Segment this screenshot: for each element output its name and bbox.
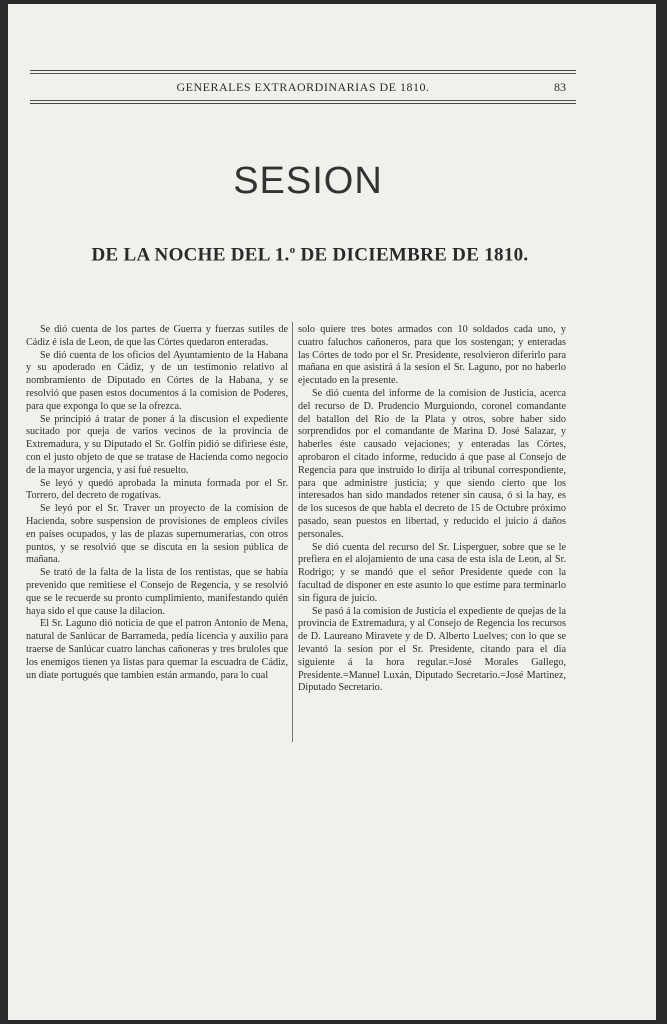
paragraph: Se pasó á la comision de Justicia el expediente de quejas de la provincia de Extremadura, y al Consejo de Regencia los recursos de D. Laureano Miravete y de D. Alberto Luelves; con lo que se levantó la sesion por el Sr. Presidente, citando para el dia siguiente á la hora regular.=José Morales Gallego, Presidente.=Manuel Luxán, Diputado Secretario.=José Martinez, Diputado Secretario.: [298, 605, 566, 694]
paragraph: El Sr. Laguno dió noticia de que el patron Antonio de Mena, natural de Sanlúcar de Barrameda, pedía licencia y auxilio para traerse de Sanlúcar cuatro lanchas cañoneras y tres bruloles que los enemigos tienen ya listas para quemar la escuadra de Cádiz, un diate portugués que tambien están armando, para lo cual: [26, 618, 288, 681]
paragraph: Se dió cuenta del informe de la comision de Justicia, acerca del recurso de D. Prudencio Murguiondo, coronel comandante del batallon del Rio de la Plata y otros, sobre haber sido sorprendidos por el comandante de Marina D. José Salazar, y haberles éste causado vejaciones; y enteradas las Córtes, aprobaron el citado informe, reducido á que pase al Consejo de Regencia para que instruido lo dirija al tribunal correspondiente, para que administre justicia; y que siendo cierto que los interesados han sido mandados retener sin causa, ó si la hay, es de los sucesos de que habla el decreto de 15 de Octubre próximo pasado, sean puestos en libertad, y reducido el juicio á daños personales.: [298, 387, 566, 540]
paragraph: Se principió á tratar de poner á la discusion el expediente sucitado por queja de varios vecinos de la provincia de Extremadura, y su Diputado el Sr. Golfín pidió se difiriese éste, con el justo objeto de que se tratase de Hacienda como negocio de la mayor urgencia, y así fué resuelto.: [26, 413, 288, 476]
page-number: 83: [554, 80, 566, 94]
paragraph: Se leyó y quedó aprobada la minuta formada por el Sr. Torrero, del decreto de rogativas.: [26, 477, 288, 502]
paragraph: solo quiere tres botes armados con 10 soldados cada uno, y cuatro faluchos cañoneros, para que los sostengan; y enteradas las Córtes de todo por el Sr. Presidente, resolvieron diferirlo para mañana en que asistirá á la sesion el Sr. Laguno, por no haberlo ejecutado en la presente.: [298, 324, 566, 387]
subtitle-part-1: DE LA NOCHE DEL 1.: [91, 244, 290, 266]
running-title: GENERALES EXTRAORDINARIAS DE 1810.: [176, 80, 430, 94]
paragraph: Se dió cuenta de los oficios del Ayuntamiento de la Habana y su apoderado en Cádiz, y de un testimonio relativo al nombramiento de Diputado en Córtes de la Habana, y se resolvió que pasen estos documentos á la comision de Poderes, para que exponga lo que se la ofrezca.: [26, 349, 288, 412]
left-column: [26, 324, 288, 682]
document-page: [8, 4, 656, 1020]
session-title: SESION: [233, 160, 383, 202]
column-divider: [292, 322, 293, 742]
paragraph: Se leyó por el Sr. Traver un proyecto de la comision de Hacienda, sobre suspension de provisiones de empleos civiles en países ocupados, y las de plazas supernumerarias, con otros puntos, y se resolvió que se discuta en la sesion pública de mañana.: [26, 503, 288, 566]
paragraph: Se trató de la falta de la lista de los rentistas, que se había prevenido que remitiese el Consejo de Regencia, y se resolvió que se le recuerde su pronto cumplimiento, manifestando quién haya sido el que cause la dilacion.: [26, 567, 288, 617]
paragraph: Se dió cuenta de los partes de Guerra y fuerzas sutiles de Cádiz é isla de Leon, de que las Córtes quedaron enteradas.: [26, 324, 288, 348]
subtitle-part-2: DE DICIEMBRE DE 1810.: [295, 244, 529, 266]
subtitle-ordinal: o: [289, 244, 296, 256]
right-column: [298, 324, 566, 695]
session-subtitle: [8, 244, 612, 266]
running-header: [30, 70, 576, 104]
paragraph: Se dió cuenta del recurso del Sr. Lisperguer, sobre que se le prefiera en el alojamiento de una casa de esta isla de Leon, al Sr. Rodrigo; y se mandó que el señor Presidente quede con la facultad de disponer en este asunto lo que estime para terminarlo sin figura de juicio.: [298, 541, 566, 604]
